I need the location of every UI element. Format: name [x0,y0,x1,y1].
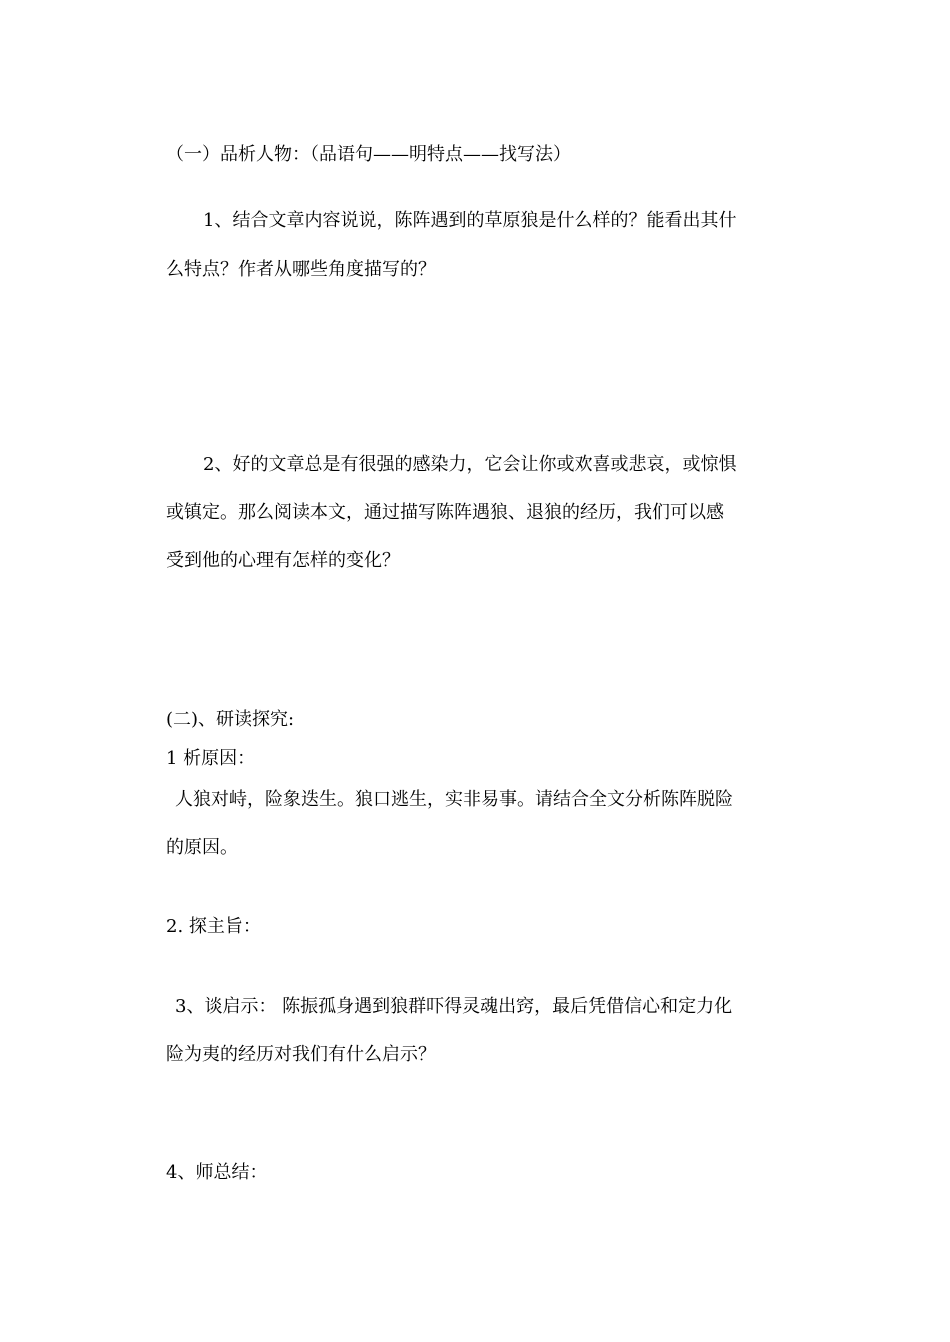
item-1-title: 1 析原因： [166,748,256,769]
item-1-line-2: 的原因。 [166,837,238,858]
item-1-line-1: 人狼对峙，险象迭生。狼口逃生，实非易事。请结合全文分析陈阵脱险 [175,789,733,810]
item-4-title: 4、师总结： [166,1162,268,1183]
section1-heading: （一）品析人物：（品语句——明特点——找写法） [166,144,571,165]
question-2-line-2: 或镇定。那么阅读本文，通过描写陈阵遇狼、退狼的经历，我们可以感 [166,502,724,523]
question-1-line-1: 1、结合文章内容说说，陈阵遇到的草原狼是什么样的？能看出其什 [203,210,737,231]
section2-heading: (二)、研读探究: [166,709,295,730]
question-2-line-3: 受到他的心理有怎样的变化？ [166,550,400,571]
item-2-title: 2. 探主旨： [166,916,261,937]
item-3-line-2: 险为夷的经历对我们有什么启示？ [166,1044,436,1065]
item-3-line-1: 3、谈启示： 陈振孤身遇到狼群吓得灵魂出窍，最后凭借信心和定力化 [175,996,733,1017]
question-1-line-2: 么特点？作者从哪些角度描写的？ [166,259,436,280]
question-2-line-1: 2、好的文章总是有很强的感染力，它会让你或欢喜或悲哀，或惊惧 [203,454,737,475]
